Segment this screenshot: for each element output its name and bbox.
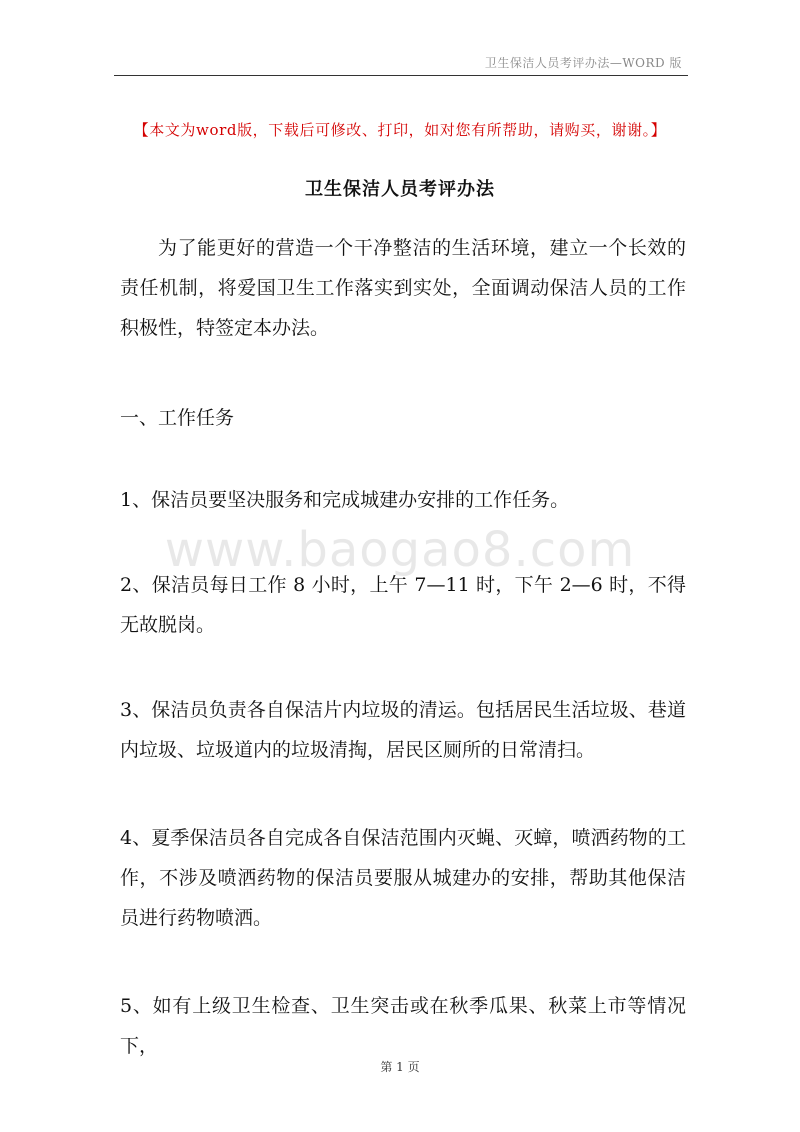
list-item: 1、保洁员要坚决服务和完成城建办安排的工作任务。 [120, 489, 570, 511]
running-header: 卫生保洁人员考评办法—WORD 版 [484, 56, 682, 70]
list-item: 2、保洁员每日工作 8 小时，上午 7—11 时，下午 2—6 时，不得无故脱岗。 [120, 574, 686, 636]
list-item: 5、如有上级卫生检查、卫生突击或在秋季瓜果、秋菜上市等情况下， [120, 995, 686, 1057]
intro-paragraph: 为了能更好的营造一个干净整洁的生活环境，建立一个长效的责任机制，将爱国卫生工作落实到实处，全面调动保洁人员的工作积极性，特签定本办法。 [120, 237, 686, 339]
list-item: 4、夏季保洁员各自完成各自保洁范围内灭蝇、灭蟑，喷洒药物的工作，不涉及喷洒药物的保洁员要服从城建办的安排，帮助其他保洁员进行药物喷洒。 [120, 827, 686, 929]
document-title: 卫生保洁人员考评办法 [305, 179, 495, 200]
list-item: 3、保洁员负责各自保洁片内垃圾的清运。包括居民生活垃圾、巷道内垃圾、垃圾道内的垃圾清掏，居民区厕所的日常清扫。 [120, 699, 686, 761]
watermark: www.baogao8.com [164, 522, 636, 578]
header-divider [114, 75, 688, 76]
section-heading-work-tasks: 一、工作任务 [120, 407, 235, 429]
page-number: 第 1 页 [380, 1060, 420, 1074]
purchase-notice: 【本文为word版，下载后可修改、打印，如对您有所帮助，请购买，谢谢。】 [133, 121, 667, 139]
